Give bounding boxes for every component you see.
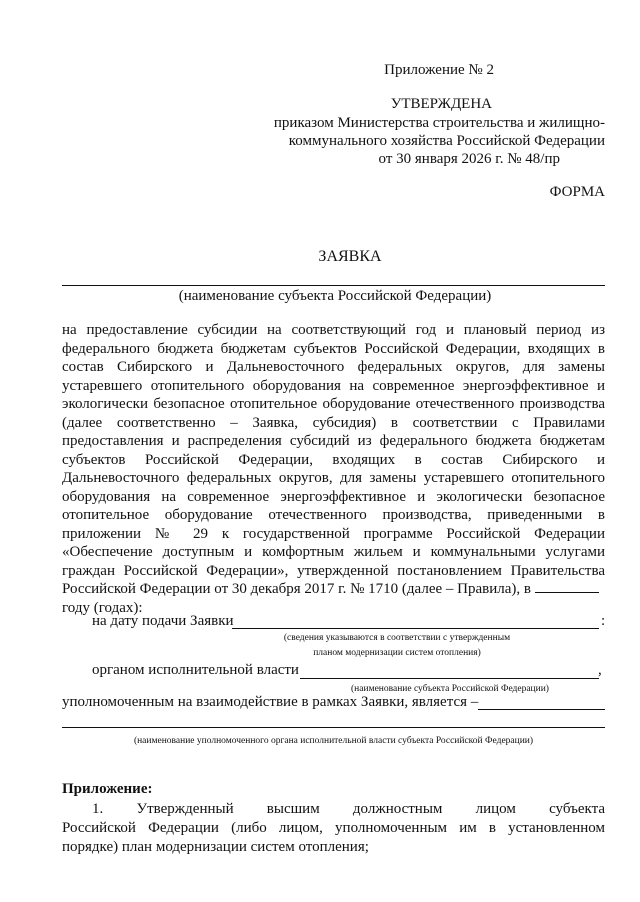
- request-body-text: на предоставление субсидии на соответствующий год и плановый период из федерального бюджета бюджетам субъектов Российской Федерации, входящих в состав Сибирского и Дальневосточного федеральных округов, для замены устаревшего отопительного оборудования на современное энергоэффективное и экологически безопасное отопительное оборудование отечественного производства (далее соответственно – Заявка, субсидия) в соответствии с Правилами предоставления и распределения субсидий из федерального бюджета бюджетам субъектов Российской Федерации, входящих в состав Сибирского и Дальневосточного федеральных округов, для замены устаревшего отопительного оборудования на современное энергоэффективное и экологически безопасное отопительное оборудование отечественного производства, приведенными в приложении № 29 к государственной программе Российской Федерации «Обеспечение доступным и комфортным жильем и коммунальными услугами граждан Российской Федерации», утвержденной постановлением Правительства Российской Федерации от 30 декабря 2017 г. № 1710 (далее – Правила), в: [62, 322, 605, 597]
- subject-name-caption: (наименование субъекта Российской Федерации): [178, 288, 492, 304]
- appendix-item-1-rest: Российской Федерации (либо лицом, уполномоченным им в установленном порядке) план модернизации систем отопления;: [62, 820, 605, 855]
- submission-date-caption-1: (сведения указываются в соответствии с утвержденным: [283, 633, 511, 643]
- submission-date-label: на дату подачи Заявки: [92, 613, 234, 629]
- authorized-body-caption: (наименование уполномоченного органа исполнительной власти субъекта Российской Федерации): [133, 736, 534, 746]
- subject-name-line: [62, 285, 605, 286]
- executive-authority-label: органом исполнительной власти: [92, 662, 299, 678]
- executive-authority-caption: (наименование субъекта Российской Федерации): [351, 684, 549, 694]
- authorized-body-line-2: [62, 727, 605, 728]
- submission-date-colon: :: [601, 613, 606, 629]
- year-blank-line: [535, 580, 599, 593]
- request-body-last-line: году (годах):: [62, 599, 143, 616]
- appendix-item-1: [62, 800, 605, 857]
- approved-label: УТВЕРЖДЕНА: [390, 96, 492, 112]
- executive-authority-line: [300, 678, 599, 679]
- order-line-3: от 30 января 2026 г. № 48/пр: [378, 151, 560, 167]
- appendix-title: Приложение:: [62, 781, 153, 797]
- submission-date-line: [232, 628, 599, 629]
- appendix-number: Приложение № 2: [384, 62, 494, 78]
- authorized-body-line-1: [478, 709, 605, 710]
- authorized-body-label: уполномоченным на взаимодействие в рамках Заявки, является –: [62, 694, 479, 710]
- document-title: ЗАЯВКА: [318, 248, 382, 265]
- order-line-2: коммунального хозяйства Российской Федерации: [288, 133, 605, 149]
- request-body: [62, 321, 605, 617]
- form-label: ФОРМА: [549, 184, 605, 200]
- executive-authority-comma: ,: [598, 662, 602, 678]
- order-line-1: приказом Министерства строительства и жилищно-: [273, 115, 605, 131]
- submission-date-caption-2: планом модернизации систем отопления): [313, 648, 481, 658]
- appendix-item-1-first-line: 1. Утвержденный высшим должностным лицом субъекта: [92, 801, 605, 817]
